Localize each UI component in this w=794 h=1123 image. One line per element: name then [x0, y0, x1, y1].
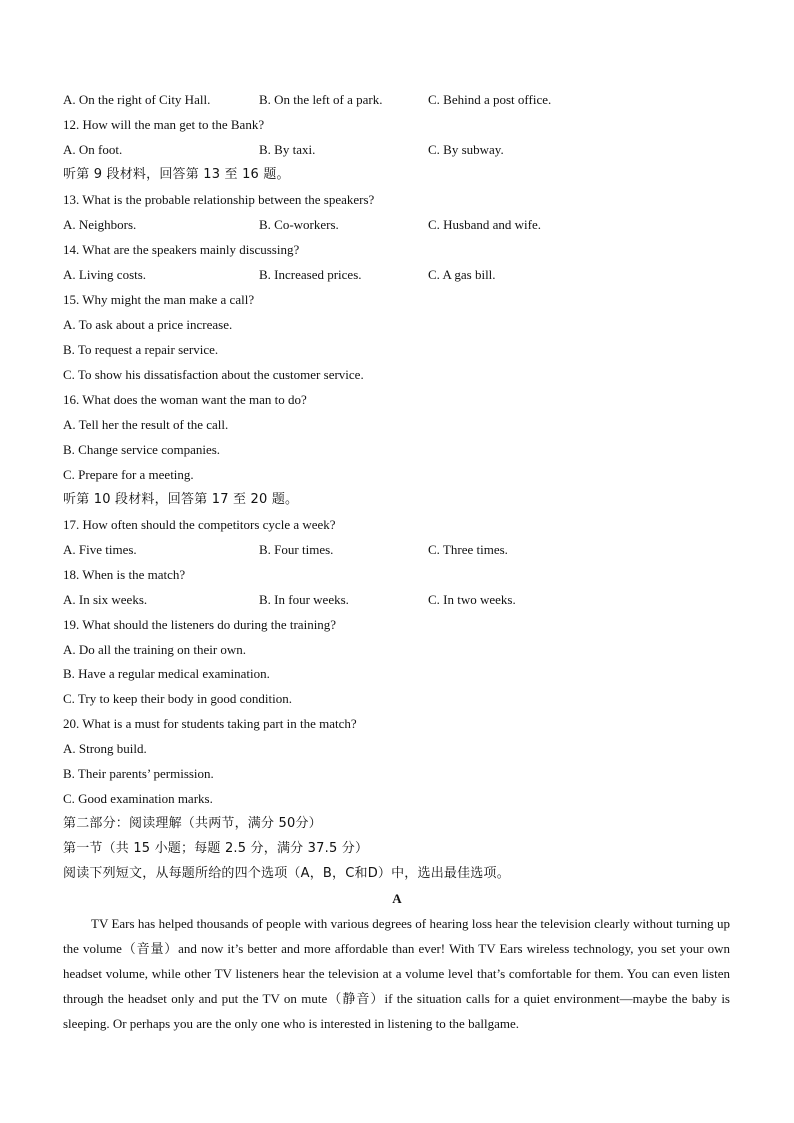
q13-option-c: C. Husband and wife. — [428, 217, 542, 232]
q12-option-b: B. By taxi. — [259, 142, 316, 157]
section-10-heading: 听第 10 段材料，回答第 17 至 20 题。 — [63, 492, 299, 507]
q16-option-b: B. Change service companies. — [63, 442, 221, 457]
q12-option-c: C. By subway. — [428, 142, 504, 157]
q17-option-c: C. Three times. — [428, 542, 508, 557]
q18-option-c: C. In two weeks. — [428, 592, 516, 607]
q11-option-c: C. Behind a post office. — [428, 92, 552, 107]
q11-option-b: B. On the left of a park. — [259, 92, 383, 107]
q13-stem: 13. What is the probable relationship between the speakers? — [63, 192, 375, 207]
passage-a — [63, 911, 730, 1036]
q15-stem: 15. Why might the man make a call? — [63, 292, 255, 307]
q20-stem: 20. What is a must for students taking part in the match? — [63, 716, 357, 731]
q15-option-a: A. To ask about a price increase. — [63, 317, 233, 332]
q15-option-b: B. To request a repair service. — [63, 342, 219, 357]
reading-instruction: 阅读下列短文，从每题所给的四个选项（A，B，C和D）中，选出最佳选项。 — [63, 866, 510, 881]
q18-option-b: B. In four weeks. — [259, 592, 349, 607]
q17-option-b: B. Four times. — [259, 542, 334, 557]
q12-stem: 12. How will the man get to the Bank? — [63, 117, 265, 132]
q13-option-b: B. Co-workers. — [259, 217, 339, 232]
q19-option-a: A. Do all the training on their own. — [63, 642, 247, 657]
q19-option-c: C. Try to keep their body in good condition. — [63, 691, 292, 706]
q14-option-b: B. Increased prices. — [259, 267, 362, 282]
section-9-heading: 听第 9 段材料，回答第 13 至 16 题。 — [63, 167, 290, 182]
part-2-heading: 第二部分：阅读理解（共两节，满分 50分） — [63, 816, 322, 831]
q20-option-c: C. Good examination marks. — [63, 791, 213, 806]
q17-stem: 17. How often should the competitors cycle a week? — [63, 517, 336, 532]
q20-option-a: A. Strong build. — [63, 741, 147, 756]
q16-option-c: C. Prepare for a meeting. — [63, 467, 194, 482]
section-1-heading: 第一节（共 15 小题；每题 2.5 分，满分 37.5 分） — [63, 841, 369, 856]
q18-stem: 18. When is the match? — [63, 567, 186, 582]
q16-option-a: A. Tell her the result of the call. — [63, 417, 229, 432]
q12-option-a: A. On foot. — [63, 142, 123, 157]
q18-option-a: A. In six weeks. — [63, 592, 148, 607]
q14-stem: 14. What are the speakers mainly discussing? — [63, 242, 300, 257]
q19-stem: 19. What should the listeners do during the training? — [63, 617, 337, 632]
passage-label: A — [392, 891, 402, 906]
q20-option-b: B. Their parents’ permission. — [63, 766, 214, 781]
q17-option-a: A. Five times. — [63, 542, 137, 557]
q14-option-c: C. A gas bill. — [428, 267, 496, 282]
q14-option-a: A. Living costs. — [63, 267, 147, 282]
passage-a-paragraph: TV Ears has helped thousands of people with various degrees of hearing loss hear the television clearly without turning up the volume（音量）and now it’s better and more affordable than ever! With TV Ears wireless technology, you set your own headset volume, while other TV listeners hear the television at a volume level that’s comfortable for them. You can even listen through the headset only and put the TV on mute（静音）if the situation calls for a quiet environment—maybe the baby is sleeping. Or perhaps you are the only one who is interested in listening to the ballgame. — [63, 916, 730, 1031]
q16-stem: 16. What does the woman want the man to do? — [63, 392, 307, 407]
q11-option-a: A. On the right of City Hall. — [63, 92, 211, 107]
q15-option-c: C. To show his dissatisfaction about the customer service. — [63, 367, 364, 382]
q19-option-b: B. Have a regular medical examination. — [63, 666, 270, 681]
q13-option-a: A. Neighbors. — [63, 217, 137, 232]
